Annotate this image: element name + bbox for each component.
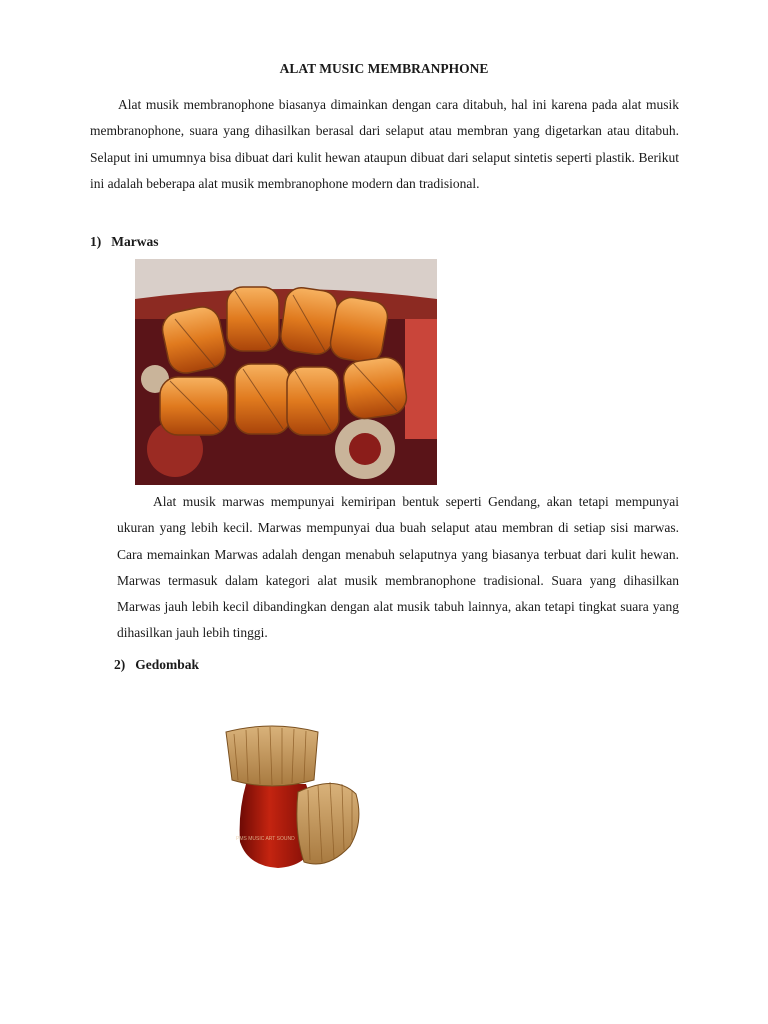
- section-title: Gedombak: [135, 657, 200, 672]
- section-number: 2): [114, 657, 126, 672]
- section-heading-marwas: [90, 234, 159, 250]
- section-title: Marwas: [111, 234, 159, 249]
- section-heading-gedombak: [114, 657, 199, 673]
- document-title: ALAT MUSIC MEMBRANPHONE: [279, 61, 489, 76]
- marwas-photo: [135, 259, 437, 485]
- section-number: 1): [90, 234, 102, 249]
- gedombak-photo: [218, 722, 368, 870]
- marwas-paragraph: Alat musik marwas mempunyai kemiripan bentuk seperti Gendang, akan tetapi mempunyai ukuran yang lebih kecil. Marwas mempunyai dua buah selaput atau membran di setiap sisi marwas. Cara memainkan Marwas adalah dengan menabuh selaputnya yang biasanya terbuat dari kulit hewan. Marwas termasuk dalam kategori alat musik membranophone tradisional. Suara yang dihasilkan Marwas jauh lebih kecil dibandingkan dengan alat musik tabuh lainnya, akan tetapi tingkat suara yang dihasilkan jauh lebih tinggi.: [117, 494, 679, 641]
- watermark-text: PMS MUSIC ART SOUND: [236, 836, 295, 842]
- intro-paragraph: Alat musik membranophone biasanya dimainkan dengan cara ditabuh, hal ini karena pada alat musik membranophone, suara yang dihasilkan berasal dari selaput atau membran yang digetarkan atau ditabuh. Selaput ini umumnya bisa dibuat dari kulit hewan ataupun dibuat dari selaput sintetis seperti plastik. Berikut ini adalah beberapa alat musik membranophone modern dan tradisional.: [90, 97, 679, 191]
